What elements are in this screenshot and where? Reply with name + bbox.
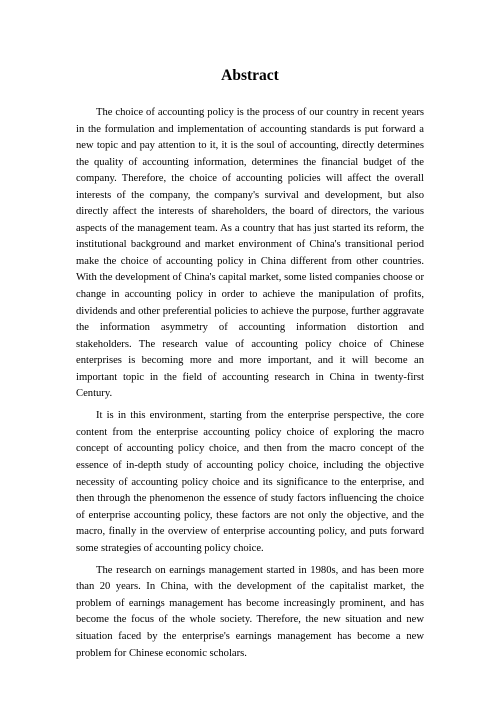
- abstract-title: Abstract: [221, 67, 279, 84]
- abstract-paragraph-2: It is in this environment, starting from the enterprise perspective, the core content from the enterprise accounting policy choice of exploring the macro concept of accounting policy choice, and then from the macro concept of the essence of in-depth study of accounting policy choice, including the objective necessity of accounting policy choice and its significance to the enterprise, and then through the phenomenon the essence of study factors influencing the choice of enterprise accounting policy, these factors are not only the objective, and the macro, finally in the overview of enterprise accounting policy, and puts forward some strategies of accounting policy choice.: [76, 410, 424, 554]
- abstract-paragraph-3: The research on earnings management started in 1980s, and has been more than 20 years. In China, with the development of the capitalist market, the problem of earnings management has become increasingly prominent, and has become the focus of the whole society. Therefore, the new situation and new situation faced by the enterprise's earnings management has become a new problem for Chinese economic scholars.: [76, 564, 424, 659]
- abstract-body: [76, 105, 424, 668]
- abstract-paragraph-1: The choice of accounting policy is the process of our country in recent years in the formulation and implementation of accounting standards is put forward a new topic and pay attention to it, it is the soul of accounting, directly determines the quality of accounting information, determines the financial budget of the company. Therefore, the choice of accounting policies will affect the overall interests of the company, the company's survival and development, but also directly affect the interests of shareholders, the board of directors, the various aspects of the management team. As a country that has just started its reform, the institutional background and market environment of China's transitional period make the choice of accounting policy in China different from other countries. With the development of China's capital market, some listed companies choose or change in accounting policy in order to achieve the manipulation of profits, dividends and other preferential policies to achieve the purpose, further aggravate the information asymmetry of accounting information distortion and stakeholders. The research value of accounting policy choice of Chinese enterprises is becoming more and more important, and it will become an important topic in the field of accounting research in China in twenty-first Century.: [76, 107, 424, 400]
